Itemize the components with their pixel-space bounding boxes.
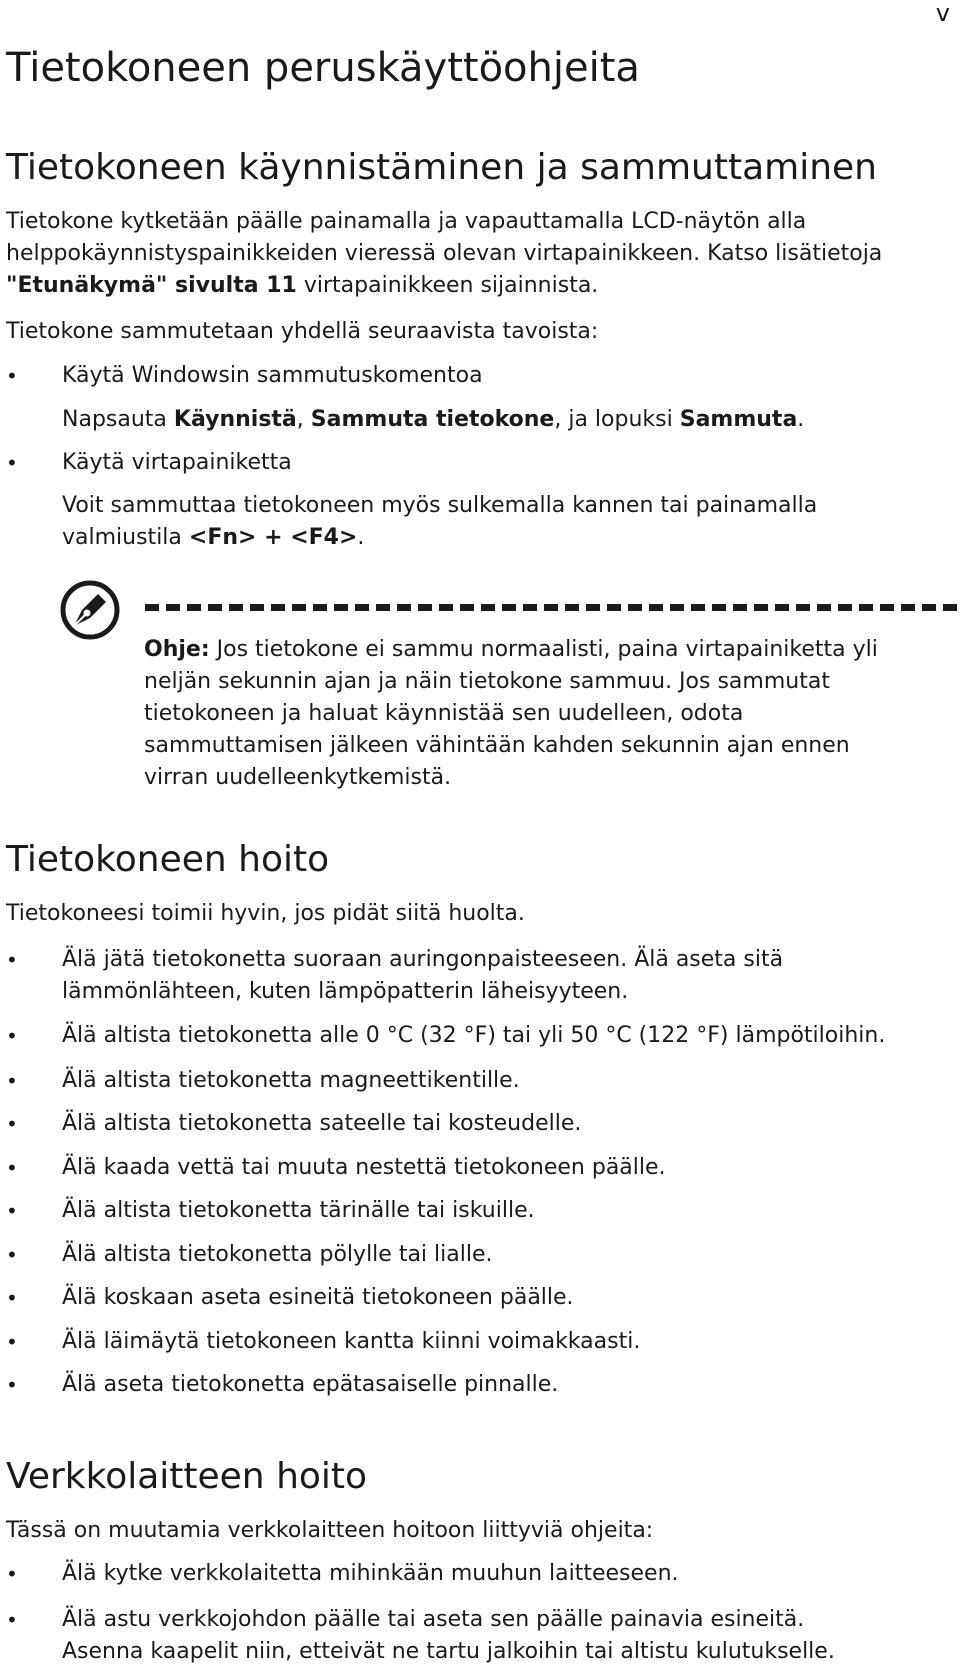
text-line: virran uudelleenkytkemistä. [144,765,452,790]
paragraph [6,206,882,302]
note-pen-icon [60,580,120,640]
section-heading-startup: Tietokoneen käynnistäminen ja sammuttaminen [6,147,877,188]
page-number: v [935,0,950,27]
text-line: Älä jätä tietokonetta suoraan auringonpaisteeseen. Älä aseta sitä [62,947,784,972]
text: , [296,407,311,432]
bullet-glyph: • [6,364,18,388]
text: Jos tietokone ei sammu normaalisti, paina virtapainiketta yli [209,637,878,662]
bullet-glyph: • [6,451,18,475]
paragraph: Tietokone sammutetaan yhdellä seuraavista tavoista: [6,319,599,344]
text-line: Älä astu verkkojohdon päälle tai aseta sen päälle painavia esineitä. [62,1607,805,1632]
menu-label: Sammuta tietokone [310,407,555,432]
list-item: Älä läimäytä tietokoneen kantta kiinni voimakkaasti. [62,1329,641,1354]
note-divider [145,604,957,611]
list-item: Älä kytke verkkolaitetta mihinkään muuhun laitteeseen. [62,1561,679,1586]
bullet-glyph: • [6,1069,18,1093]
bullet-glyph: • [6,1024,18,1048]
bullet-detail [62,490,817,554]
bullet-item: Käytä Windowsin sammutuskomentoa [62,363,483,388]
section-heading-adapter-care: Verkkolaitteen hoito [6,1456,368,1497]
bullet-glyph: • [6,1199,18,1223]
list-item [62,1604,835,1668]
text-line: lämmönlähteen, kuten lämpöpatterin läheisyyteen. [62,979,629,1004]
bullet-glyph: • [6,1156,18,1180]
text: valmiustila [62,525,189,550]
list-item: Älä altista tietokonetta pölylle tai lialle. [62,1242,493,1267]
list-item: Älä altista tietokonetta alle 0 °C (32 °F) tai yli 50 °C (122 °F) lämpötiloihin. [62,1023,886,1048]
bullet-glyph: • [6,1608,18,1632]
bullet-glyph: • [6,1286,18,1310]
bullet-glyph: • [6,948,18,972]
list-item: Älä altista tietokonetta magneettikentille. [62,1068,520,1093]
text-line: neljän sekunnin ajan ja näin tietokone sammuu. Jos sammutat [144,669,830,694]
text: . [357,525,365,550]
list-item: Älä altista tietokonetta sateelle tai kosteudelle. [62,1111,582,1136]
text: . [797,407,805,432]
text-line: Voit sammuttaa tietokoneen myös sulkemalla kannen tai painamalla [62,493,818,518]
text-line: Tietokone kytketään päälle painamalla ja vapauttamalla LCD-näytön alla [6,209,807,234]
bullet-glyph: • [6,1373,18,1397]
list-item [62,944,783,1008]
bullet-item: Käytä virtapainiketta [62,450,292,475]
note-label: Ohje: [144,637,210,662]
list-item: Älä altista tietokonetta tärinälle tai iskuille. [62,1198,535,1223]
bullet-glyph: • [6,1330,18,1354]
text-line: helppokäynnistyspainikkeiden vieressä olevan virtapainikkeen. Katso lisätietoja [6,241,883,266]
list-item: Älä aseta tietokonetta epätasaiselle pinnalle. [62,1372,559,1397]
list-item: Älä kaada vettä tai muuta nestettä tietokoneen päälle. [62,1155,666,1180]
bullet-glyph: • [6,1243,18,1267]
paragraph: Tässä on muutamia verkkolaitteen hoitoon liittyviä ohjeita: [6,1518,654,1543]
bullet-glyph: • [6,1112,18,1136]
bullet-detail [62,404,804,436]
text: Napsauta [62,407,174,432]
menu-label: Käynnistä [173,407,297,432]
paragraph: Tietokoneesi toimii hyvin, jos pidät siitä huolta. [6,901,525,926]
text-line: virtapainikkeen sijainnista. [296,273,599,298]
page-title: Tietokoneen peruskäyttöohjeita [6,45,640,91]
text-line: sammuttamisen jälkeen vähintään kahden sekunnin ajan ennen [144,733,850,758]
text-line: tietokoneen ja haluat käynnistää sen uudelleen, odota [144,701,744,726]
bullet-glyph: • [6,1562,18,1586]
list-item: Älä koskaan aseta esineitä tietokoneen päälle. [62,1285,574,1310]
text: , ja lopuksi [554,407,680,432]
text-line: Asenna kaapelit niin, etteivät ne tartu jalkoihin tai altistu kulutukselle. [62,1639,835,1664]
menu-label: Sammuta [679,407,798,432]
key-combination: <Fn> + <F4> [188,525,358,550]
cross-reference-link[interactable]: "Etunäkymä" sivulta 11 [6,273,297,298]
section-heading-care: Tietokoneen hoito [6,839,330,880]
note-text [144,634,944,794]
